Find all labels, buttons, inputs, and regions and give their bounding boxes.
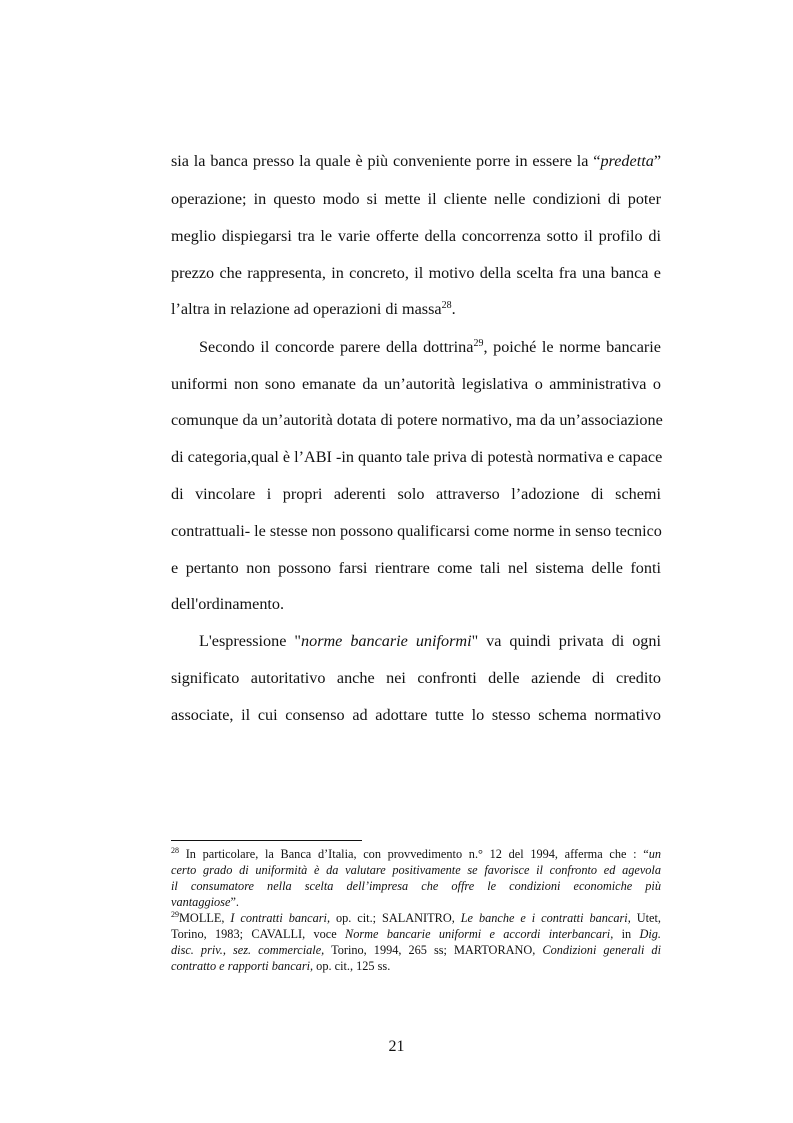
footnote-reference: 28 bbox=[441, 300, 452, 311]
footnote-line: $^{28}$ In particolare, la Banca d’Italia, con provvedimento n.° 12 del 1994, afferma che : “un bbox=[171, 846, 661, 861]
body-line: comunque da un’autorità dotata di potere normativo, ma da un’associazione bbox=[171, 411, 663, 429]
footnote-line bbox=[171, 878, 661, 894]
italic-text: il consumatore nella scelta dell’impresa che offre le condizioni economiche più bbox=[171, 879, 661, 893]
body-line: associate, il cui consenso ad adottare tutte lo stesso schema normativo bbox=[171, 706, 661, 724]
footnote-line bbox=[171, 862, 661, 878]
body-line: Secondo il concorde parere della dottrina$^{29}$, poiché le norme bancarie bbox=[199, 338, 661, 356]
footnote-reference: 29 bbox=[473, 338, 484, 349]
footnote-reference: 28 bbox=[171, 846, 179, 855]
italic-text: vantaggiose bbox=[171, 895, 231, 909]
footnote-line: $^{29}$MOLLE, I contratti bancari, op. cit.; SALANITRO, Le banche e i contratti bancari, Utet, bbox=[171, 910, 661, 925]
footnote-line: Torino, 1983; CAVALLI, voce Norme bancarie uniformi e accordi interbancari, in Dig. bbox=[171, 927, 661, 941]
body-line: prezzo che rappresenta, in concreto, il motivo della scelta fra una banca e bbox=[171, 264, 661, 282]
body-line: e pertanto non possono farsi rientrare come tali nel sistema delle fonti bbox=[171, 559, 661, 577]
body-line: dell'ordinamento. bbox=[171, 595, 285, 613]
footnote-line: disc. priv., sez. commerciale, Torino, 1994, 265 ss; MARTORANO, Condizioni generali di bbox=[171, 943, 661, 957]
italic-text: Condizioni generali di bbox=[542, 943, 661, 957]
italic-text: disc. priv., sez. commerciale, bbox=[171, 943, 325, 957]
body-line: di vincolare i propri aderenti solo attraverso l’adozione di schemi bbox=[171, 485, 661, 503]
footnote-line: vantaggiose”. bbox=[171, 895, 239, 909]
italic-text: un bbox=[648, 847, 661, 861]
footnote-separator bbox=[171, 840, 362, 841]
italic-text: I contratti bancari, bbox=[230, 911, 331, 925]
body-line: L'espressione "norme bancarie uniformi" va quindi privata di ogni bbox=[199, 632, 661, 650]
italic-text: contratto e rapporti bancari, bbox=[171, 959, 314, 973]
italic-text: Dig. bbox=[639, 927, 661, 941]
body-line: operazione; in questo modo si mette il cliente nelle condizioni di poter bbox=[171, 190, 661, 208]
body-line: contrattuali- le stesse non possono qualificarsi come norme in senso tecnico bbox=[171, 522, 662, 540]
footnote-line: contratto e rapporti bancari, op. cit., 125 ss. bbox=[171, 959, 391, 973]
body-line: di categoria,qual è l’ABI -in quanto tale priva di potestà normativa e capace bbox=[171, 448, 663, 466]
body-line: uniformi non sono emanate da un’autorità legislativa o amministrativa o bbox=[171, 375, 661, 393]
italic-text: certo grado di uniformità è da valutare positivamente se favorisce il confronto ed agevola bbox=[171, 863, 661, 877]
italic-text: Le banche e i contratti bancari, bbox=[460, 911, 631, 925]
footnote-reference: 29 bbox=[171, 910, 179, 919]
body-line: l’altra in relazione ad operazioni di massa$^{28}$. bbox=[171, 300, 456, 318]
italic-text: norme bancarie uniformi bbox=[301, 632, 472, 650]
page-number: 21 bbox=[388, 1038, 405, 1055]
body-line: significato autoritativo anche nei confronti delle aziende di credito bbox=[171, 669, 661, 687]
body-line: sia la banca presso la quale è più conveniente porre in essere la “predetta” bbox=[171, 152, 661, 170]
italic-text: predetta bbox=[600, 152, 654, 170]
body-line: meglio dispiegarsi tra le varie offerte della concorrenza sotto il profilo di bbox=[171, 227, 661, 245]
italic-text: Norme bancarie uniformi e accordi interbancari bbox=[345, 927, 611, 941]
